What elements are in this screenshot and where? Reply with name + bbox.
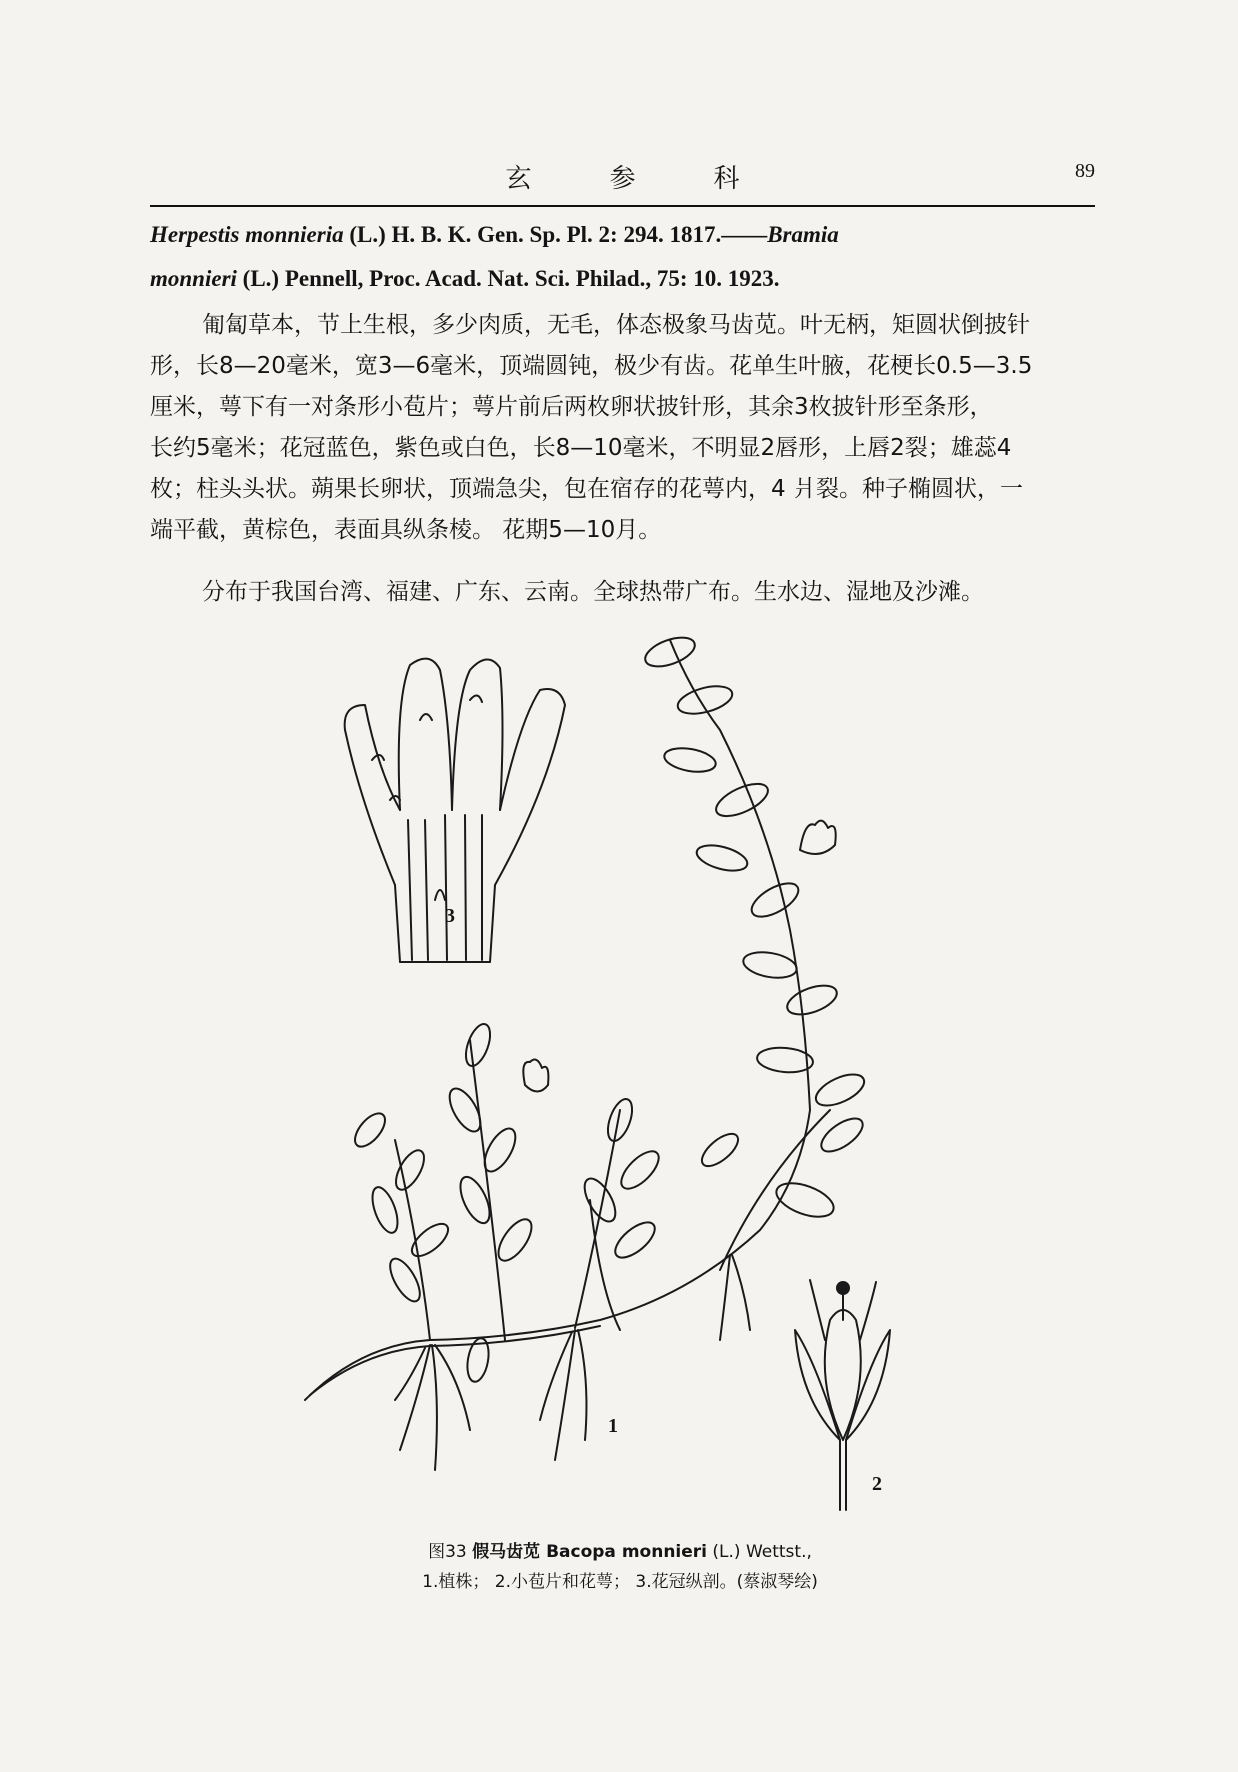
authority: (L.) Wettst., — [707, 1542, 812, 1562]
figure-caption-line-1 — [300, 1537, 940, 1562]
scientific-name: Bacopa monnieri — [540, 1542, 707, 1562]
description-line: 枚；柱头头状。蒴果长卵状，顶端急尖，包在宿存的花萼内，4 爿裂。种子椭圆状，一 — [150, 476, 1023, 502]
synonym-name-1: Herpestis monnieria — [150, 222, 344, 247]
figure-label-2: 2 — [872, 1473, 882, 1495]
synonym-name-2-genus: Bramia — [767, 222, 839, 247]
description-line: 长约5毫米；花冠蓝色，紫色或白色，长8—10毫米，不明显2唇形，上唇2裂；雄蕊4 — [150, 435, 1012, 461]
common-name: 假马齿苋 — [472, 1542, 541, 1562]
figure-label-3: 3 — [445, 905, 455, 927]
figure-caption-line-2: 1.植株； 2.小苞片和花萼； 3.花冠纵剖。(蔡淑琴绘) — [422, 1572, 818, 1592]
description-line: 端平截，黄棕色，表面具纵条棱。 花期5—10月。 — [150, 517, 662, 543]
synonym-citation-1: (L.) H. B. K. Gen. Sp. Pl. 2: 294. 1817.—— — [343, 222, 768, 247]
plant-habit-drawing — [305, 632, 869, 1470]
synonym-citation-2: (L.) Pennell, Proc. Acad. Nat. Sci. Philad., 75: 10. 1923. — [236, 266, 780, 291]
figure-label-1: 1 — [608, 1415, 618, 1437]
leaves — [349, 632, 868, 1384]
distribution-text: 分布于我国台湾、福建、广东、云南。全球热带广布。生水边、湿地及沙滩。 — [202, 579, 984, 605]
description-line: 厘米，萼下有一对条形小苞片；萼片前后两枚卵状披针形，其余3枚披针形至条形， — [150, 394, 993, 420]
description-line: 匍匐草本，节上生根，多少肉质，无毛，体态极象马齿苋。叶无柄，矩圆状倒披针 — [202, 312, 1030, 338]
synonym-name-2-epithet: monnieri — [150, 266, 237, 291]
page-number: 89 — [1075, 160, 1095, 182]
description-line: 形，长8—20毫米，宽3—6毫米，顶端圆钝，极少有齿。花单生叶腋，花梗长0.5—3.5 — [150, 353, 1033, 379]
chapter-title: 玄参科 — [505, 164, 818, 194]
figure-number: 图33 — [428, 1542, 473, 1562]
